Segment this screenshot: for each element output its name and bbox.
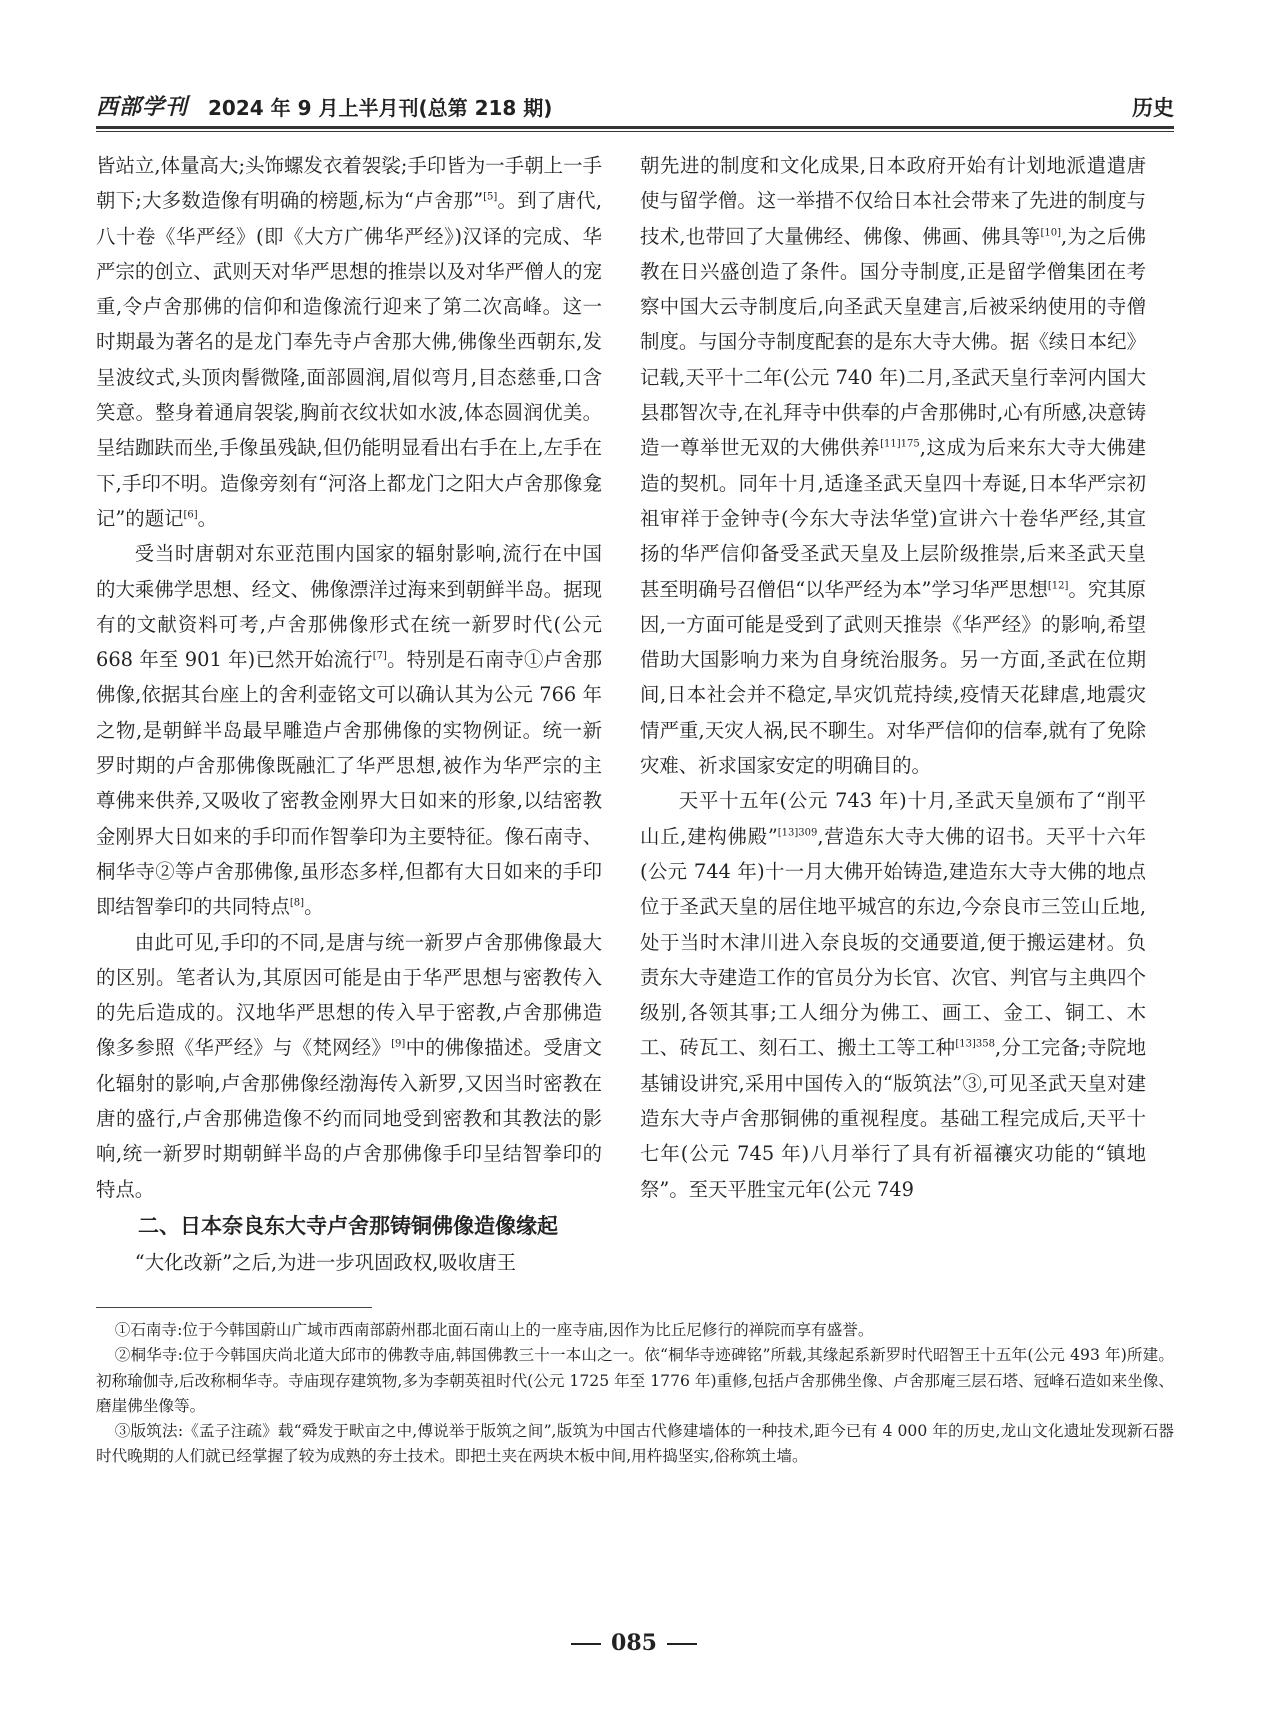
journal-logo: 西部学刊	[96, 94, 189, 120]
issue-info: 2024 年 9 月上半月刊(总第 218 期)	[208, 96, 553, 120]
paragraph: “大化改新”之后,为进一步巩固政权,吸收唐王	[134, 1250, 516, 1274]
section-label: 历史	[1132, 96, 1174, 120]
paragraph: 朝先进的制度和文化成果,日本政府开始有计划地派遣遣唐使与留学僧。这一举措不仅给日本社会带来了先进的制度与技术,也带回了大量佛经、佛像、佛画、佛具等[10],为之后佛教在日兴盛创造了条件。国分寺制度,正是留学僧集团在考察中国大云寺制度后,向圣武天皇建言,后被采纳使用的寺僧制度。与国分寺制度配套的是东大寺大佛。据《续日本纪》记载,天平十二年(公元 740 年)二月,圣武天皇行幸河内国大县郡智次寺,在礼拜寺中供奉的卢舍那佛时,心有所感,决意铸造一尊举世无双的大佛供养$^{[11]175}$,这成为后来东大寺大佛建造的契机。同年十月,适逢圣武天皇四十寿诞,日本华严宗初祖审祥于金钟寺(今东大寺法华堂)宣讲六十卷华严经,其宣扬的华严信仰备受圣武天皇及上层阶级推崇,后来圣武天皇甚至明确号召僧侣“以华严经为本”学习华严思想[12]。究其原因,一方面可能是受到了武则天推崇《华严经》的影响,希望借助大国影响力来为自身统治服务。另一方面,圣武在位期间,日本社会并不稳定,旱灾饥荒持续,疫情天花肆虐,地震灾情严重,天灾人祸,民不聊生。对华严信仰的信奉,就有了免除灾难、祈求国家安定的明确目的。	[640, 154, 1147, 778]
citation: [12]	[1047, 580, 1069, 592]
citation: [9]	[391, 1038, 406, 1050]
citation: [10]	[1040, 227, 1062, 239]
citation: [13]309	[777, 827, 818, 839]
running-header	[96, 88, 1174, 128]
footnotes	[96, 1318, 1174, 1470]
citation: [6]	[183, 509, 198, 521]
citation: [11]175	[880, 438, 920, 450]
dash-left	[571, 1643, 601, 1645]
paragraph: 皆站立,体量高大;头饰螺发衣着袈裟;手印皆为一手朝上一手朝下;大多数造像有明确的榜题,标为“卢舍那”[5]。到了唐代,八十卷《华严经》(即《大方广佛华严经》)汉译的完成、华严宗的创立、武则天对华严思想的推崇以及对华严僧人的宠重,令卢舍那佛的信仰和造像流行迎来了第二次高峰。这一时期最为著名的是龙门奉先寺卢舍那大佛,佛像坐西朝东,发呈波纹式,头顶肉髻微隆,面部圆润,眉似弯月,目态慈垂,口含笑意。整身着通肩袈裟,胸前衣纹状如水波,体态圆润优美。呈结跏趺而坐,手像虽残缺,但仍能明显看出右手在上,左手在下,手印不明。造像旁刻有“河洛上都龙门之阳大卢舍那像龛记”的题记[6]。	[96, 154, 602, 530]
citation: [8]	[289, 897, 305, 909]
footnote: ②桐华寺:位于今韩国庆尚北道大邱市的佛教寺庙,韩国佛教三十一本山之一。依“桐华寺迹碑铭”所载,其缘起系新罗时代昭智王十五年(公元 493 年)所建。初称瑜伽寺,后改称桐华寺。寺庙现存建筑物,多为李朝英祖时代(公元 1725 年至 1776 年)重修,包括卢舍那佛坐像、卢舍那庵三层石塔、冠峰石造如来坐像、磨崖佛坐像等。	[96, 1346, 1174, 1415]
footnote: ①石南寺:位于今韩国蔚山广域市西南部蔚州郡北面石南山上的一座寺庙,因作为比丘尼修行的禅院而享有盛誉。	[114, 1321, 874, 1339]
dash-right	[667, 1643, 697, 1645]
page-number: 085	[0, 1630, 1268, 1656]
citation: [7]	[372, 650, 387, 662]
right-column	[640, 148, 1146, 1207]
left-column	[96, 148, 602, 1280]
paragraph: 受当时唐朝对东亚范围内国家的辐射影响,流行在中国的大乘佛学思想、经文、佛像漂洋过海来到朝鲜半岛。据现有的文献资料可考,卢舍那佛像形式在统一新罗时代(公元 668 年至 901 年)已然开始流行[7]。特别是石南寺①卢舍那佛像,依据其台座上的舍利壶铭文可以确认其为公元 766 年之物,是朝鲜半岛最早雕造卢舍那佛像的实物例证。统一新罗时期的卢舍那佛像既融汇了华严思想,被作为华严宗的主尊佛来供养,又吸收了密教金刚界大日如来的形象,以结密教金刚界大日如来的手印而作智拳印为主要特征。像石南寺、桐华寺②等卢舍那佛像,虽形态多样,但都有大日如来的手印即结智拳印的共同特点[8]。	[96, 542, 603, 919]
paragraph: 由此可见,手印的不同,是唐与统一新罗卢舍那佛像最大的区别。笔者认为,其原因可能是由于华严思想与密教传入的先后造成的。汉地华严思想的传入早于密教,卢舍那佛造像多参照《华严经》与《梵网经》[9]中的佛像描述。受唐文化辐射的影响,卢舍那佛像经渤海传入新罗,又因当时密教在唐的盛行,卢舍那佛造像不约而同地受到密教和其教法的影响,统一新罗时期朝鲜半岛的卢舍那佛像手印呈结智拳印的特点。	[96, 930, 603, 1201]
paragraph: 天平十五年(公元 743 年)十月,圣武天皇颁布了“削平山丘,建构佛殿”$^{[13]309}$,营造东大寺大佛的诏书。天平十六年(公元 744 年)十一月大佛开始铸造,建造东大寺大佛的地点位于圣武天皇的居住地平城宫的东边,今奈良市三笠山丘地,处于当时木津川进入奈良坂的交通要道,便于搬运建材。负责东大寺建造工作的官员分为长官、次官、判官与主典四个级别,各领其事;工人细分为佛工、画工、金工、铜工、木工、砖瓦工、刻石工、搬土工等工种$^{[13]358}$,分工完备;寺院地基铺设讲究,采用中国传入的“版筑法”③,可见圣武天皇对建造东大寺卢舍那铜佛的重视程度。基础工程完成后,天平十七年(公元 745 年)八月举行了具有祈福禳灾功能的“镇地祭”。至天平胜宝元年(公元 749	[640, 789, 1146, 1201]
header-rule-thick	[96, 126, 1174, 129]
footnote-rule	[96, 1307, 372, 1308]
citation: [13]358	[955, 1038, 995, 1050]
section-heading: 二、日本奈良东大寺卢舍那铸铜佛像造像缘起	[138, 1213, 558, 1238]
footnote: ③版筑法:《孟子注疏》载“舜发于畎亩之中,傅说举于版筑之间”,版筑为中国古代修建墙体的一种技术,距今已有 4 000 年的历史,龙山文化遗址发现新石器时代晚期的人们就已经掌握了较为成熟的夯土技术。即把土夹在两块木板中间,用杵捣坚实,俗称筑土墙。	[96, 1422, 1174, 1466]
header-rule-thin	[96, 131, 1174, 132]
citation: [5]	[483, 191, 498, 203]
